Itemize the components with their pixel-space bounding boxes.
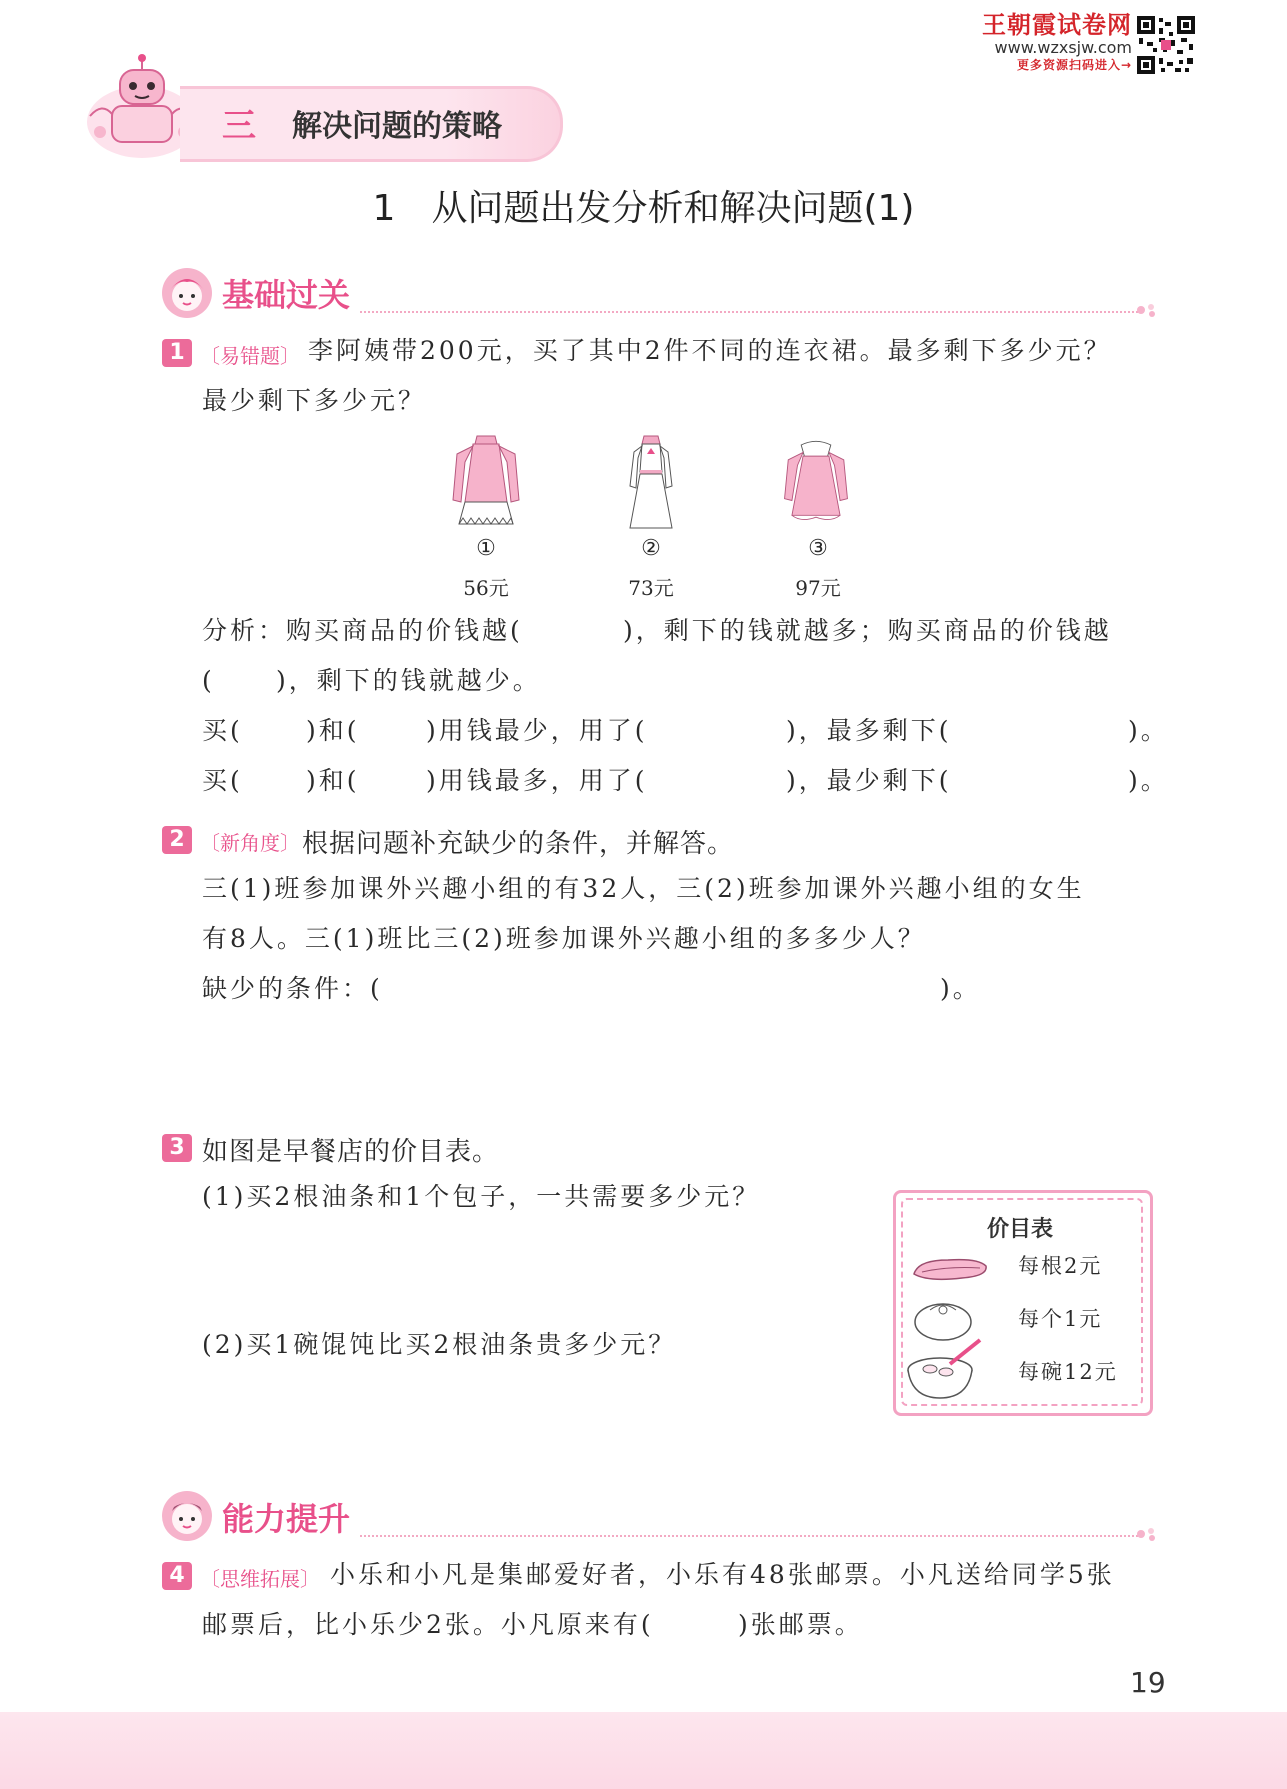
brand-url[interactable]: www.wzxsjw.com	[994, 38, 1132, 57]
question-tag-1: 〔易错题〕	[200, 344, 300, 368]
q4-text-line1: 小乐和小凡是集邮爱好者，小乐有48张邮票。小凡送给同学5张	[330, 1560, 1115, 1589]
buy1-c: )用钱最少，用了(	[426, 716, 648, 745]
q3-sub1: (1)买2根油条和1个包子，一共需要多少元？	[202, 1182, 761, 1211]
question-tag-4: 〔思维拓展〕	[200, 1567, 320, 1591]
q2-text-line2: 有8人。三(1)班比三(2)班参加课外兴趣小组的多多少人？	[202, 924, 926, 953]
price-table-title: 价目表	[986, 1217, 1053, 1242]
analysis-mid: )，剩下的钱就越多；购买商品的价钱越	[623, 616, 1112, 645]
dress-2-label: ②	[641, 536, 661, 561]
buy1-d: )，最多剩下(	[786, 716, 952, 745]
question-badge-2: 2	[162, 826, 192, 854]
analysis-line2-open: (	[202, 666, 215, 695]
dress-1-icon	[449, 432, 523, 532]
brand-tagline: 更多资源扫码进入→	[1016, 58, 1132, 72]
dots-ornament-icon	[1136, 1526, 1158, 1542]
question-badge-4: 4	[162, 1562, 192, 1590]
buy1-e: )。	[1128, 716, 1169, 745]
q4-text-line2b: )张邮票。	[738, 1610, 863, 1639]
chapter-title: 解决问题的策略	[292, 109, 502, 144]
q1-text-line1: 李阿姨带200元，买了其中2件不同的连衣裙。最多剩下多少元？	[308, 336, 1112, 365]
q3-sub2: (2)买1碗馄饨比买2根油条贵多少元？	[202, 1330, 677, 1359]
dress-2-price: 73元	[628, 576, 674, 600]
buy1-a: 买(	[202, 716, 243, 745]
girl-avatar-icon	[160, 266, 214, 320]
buy2-a: 买(	[202, 766, 243, 795]
price-baozi: 每个1元	[1018, 1307, 1103, 1331]
chapter-number: 三	[222, 106, 256, 146]
dress-2-icon	[614, 432, 688, 532]
page-number: 19	[1130, 1666, 1166, 1699]
lesson-title: 1 从问题出发分析和解决问题(1)	[372, 188, 915, 229]
buy2-e: )。	[1128, 766, 1169, 795]
youtiao-icon	[908, 1252, 992, 1286]
dress-1-label: ①	[476, 536, 496, 561]
q2-prompt: 根据问题补充缺少的条件，并解答。	[302, 829, 735, 859]
analysis-line2-rest: )，剩下的钱就越少。	[276, 666, 541, 695]
dots-ornament-icon	[1136, 302, 1158, 318]
section-title-advanced: 能力提升	[222, 1500, 351, 1538]
section-divider	[360, 311, 1138, 313]
footer-band	[0, 1712, 1287, 1789]
buy2-d: )，最少剩下(	[786, 766, 952, 795]
price-wonton: 每碗12元	[1018, 1360, 1118, 1384]
qr-code-icon[interactable]	[1135, 14, 1197, 76]
brand-name: 王朝霞试卷网	[982, 11, 1132, 39]
brand-header	[962, 12, 1132, 73]
question-badge-1: 1	[162, 339, 192, 367]
buy1-b: )和(	[306, 716, 360, 745]
q2-text-line1: 三(1)班参加课外兴趣小组的有32人，三(2)班参加课外兴趣小组的女生	[202, 874, 1085, 903]
price-youtiao: 每根2元	[1018, 1254, 1103, 1278]
dress-3-price: 97元	[795, 576, 841, 600]
q1-text-line2: 最少剩下多少元？	[202, 386, 427, 415]
boy-avatar-icon	[160, 1489, 214, 1543]
wonton-bowl-icon	[904, 1336, 982, 1402]
buy2-b: )和(	[306, 766, 360, 795]
q3-prompt: 如图是早餐店的价目表。	[202, 1137, 500, 1167]
question-tag-2: 〔新角度〕	[200, 831, 300, 855]
buy2-c: )用钱最多，用了(	[426, 766, 648, 795]
q4-text-line2a: 邮票后，比小乐少2张。小凡原来有(	[202, 1610, 654, 1639]
dress-1-price: 56元	[463, 576, 509, 600]
q2-missing-open: 缺少的条件：(	[202, 974, 383, 1003]
section-title-basic: 基础过关	[222, 276, 351, 314]
dress-3-label: ③	[808, 536, 828, 561]
dress-3-icon	[779, 432, 853, 532]
analysis-prefix: 分析：购买商品的价钱越(	[202, 616, 523, 645]
section-divider	[360, 1535, 1138, 1537]
q2-missing-close: )。	[940, 974, 981, 1003]
question-badge-3: 3	[162, 1134, 192, 1162]
